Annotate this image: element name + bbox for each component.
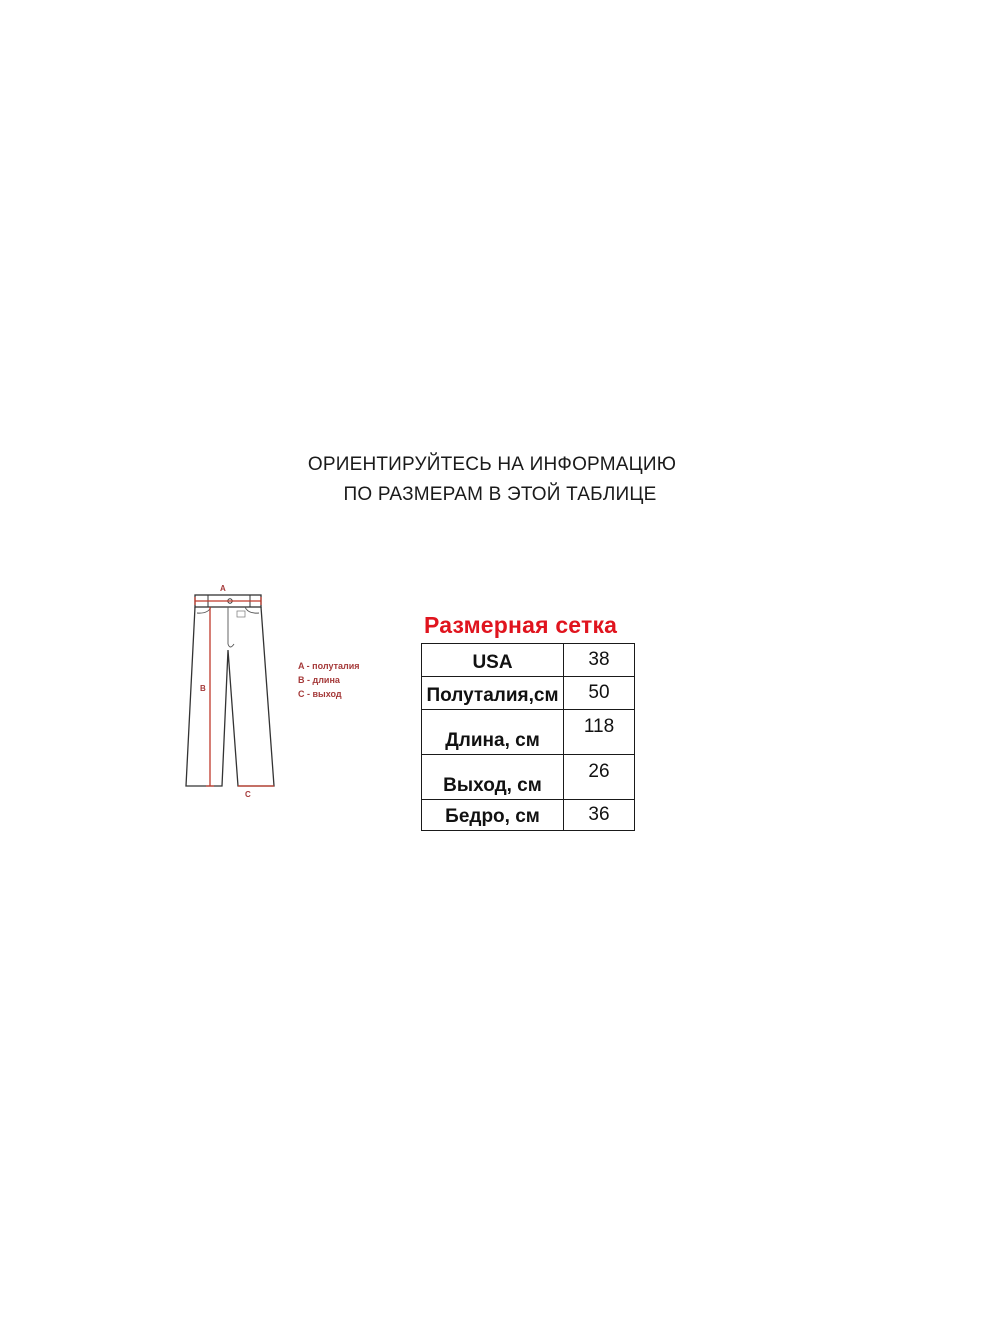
pants-measurement-diagram (170, 578, 410, 808)
label-c: C (245, 790, 251, 799)
pants-icon (170, 578, 410, 808)
row-label: USA (422, 644, 564, 677)
headline-line-2: ПО РАЗМЕРАМ В ЭТОЙ ТАБЛИЦЕ (343, 484, 657, 505)
label-b: B (200, 684, 206, 693)
row-value: 26 (564, 755, 635, 800)
label-a: A (220, 584, 226, 593)
row-label: Полуталия,см (422, 677, 564, 710)
headline-line-1: ОРИЕНТИРУЙТЕСЬ НА ИНФОРМАЦИЮ (307, 454, 677, 475)
row-value: 36 (564, 800, 635, 831)
table-row (422, 677, 635, 710)
row-label: Длина, см (422, 710, 564, 755)
row-label: Выход, см (422, 755, 564, 800)
size-table (421, 643, 635, 831)
table-row (422, 800, 635, 831)
measurement-legend (298, 659, 360, 701)
row-value: 50 (564, 677, 635, 710)
legend-item-length: B - длина (298, 675, 340, 685)
row-value: 38 (564, 644, 635, 677)
row-value: 118 (564, 710, 635, 755)
table-row (422, 755, 635, 800)
table-row (422, 710, 635, 755)
table-row (422, 644, 635, 677)
size-chart-title: Размерная сетка (424, 612, 618, 638)
legend-item-opening: C - выход (298, 689, 342, 699)
row-label: Бедро, см (422, 800, 564, 831)
legend-item-waist: A - полуталия (298, 661, 360, 671)
